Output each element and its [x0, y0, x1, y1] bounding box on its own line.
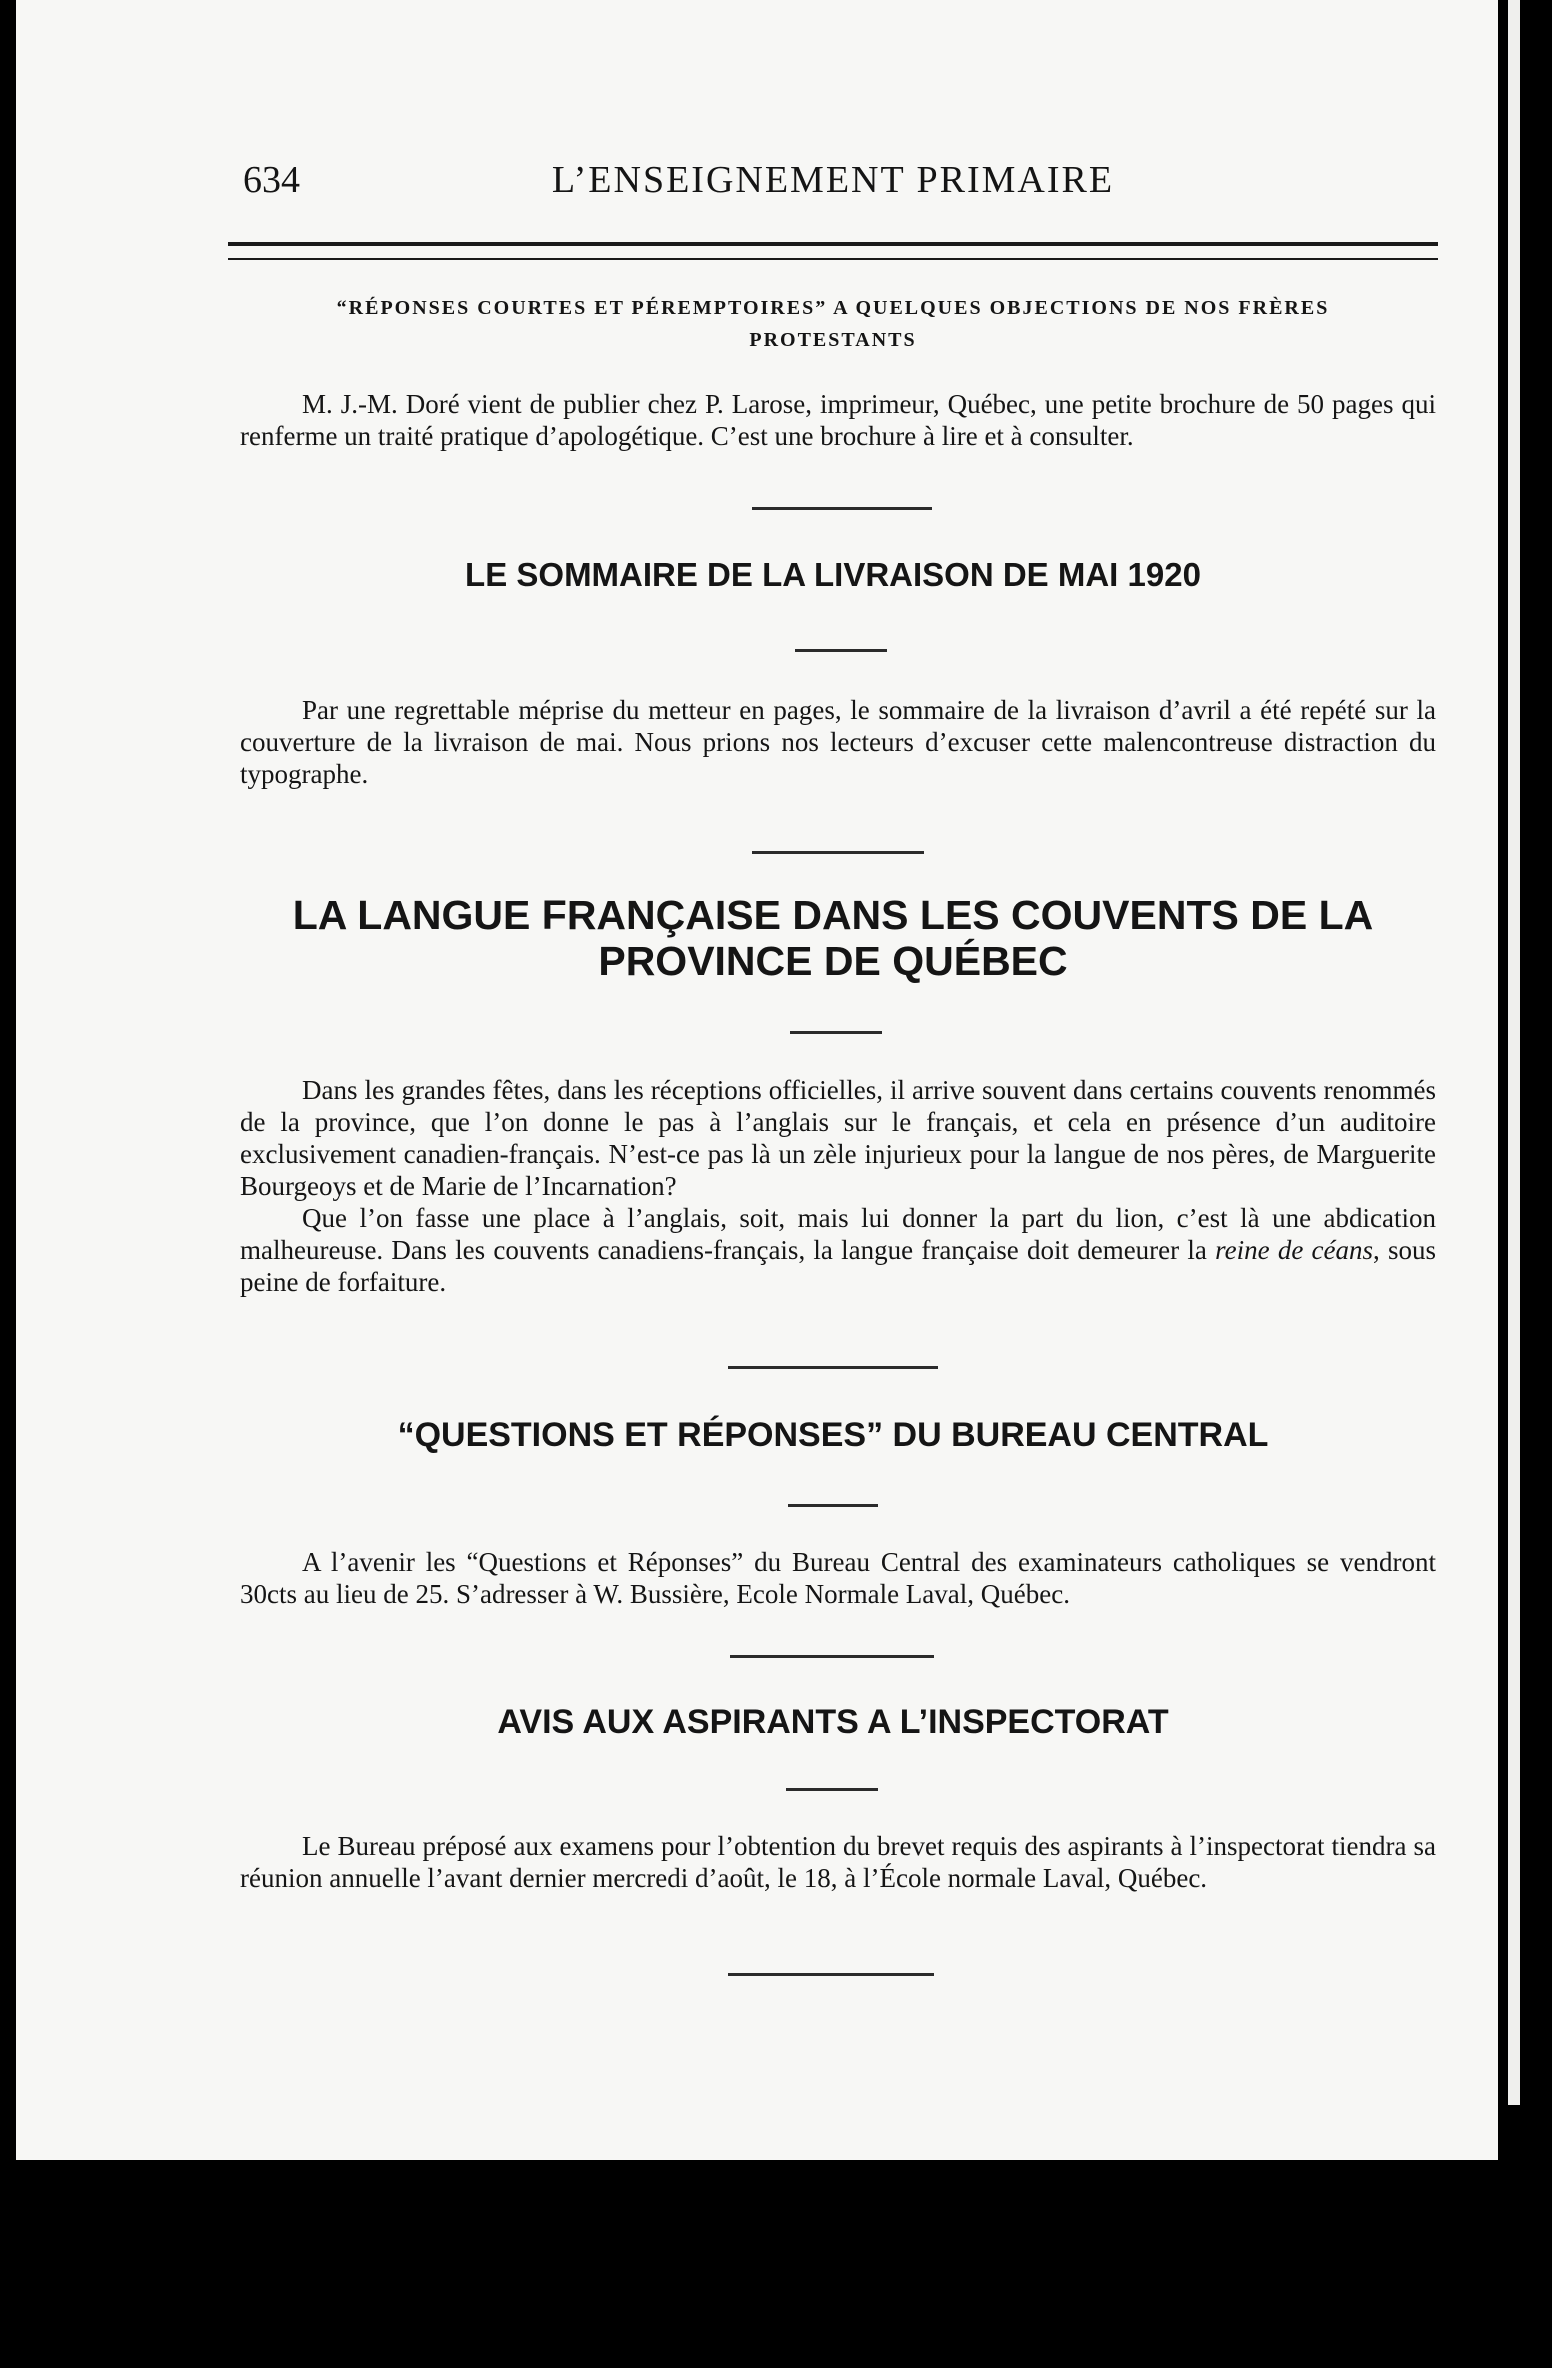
langue-body-2-end: , sous peine de forfaiture. [240, 1235, 1437, 1297]
separator-rule [728, 1973, 934, 1976]
langue-body-2 [240, 1202, 1436, 1298]
questions-title: “QUESTIONS ET RÉPONSES” DU BUREAU CENTRAL [397, 1416, 1269, 1454]
separator-rule [752, 507, 932, 510]
separator-rule [790, 1031, 882, 1034]
header-double-rule [228, 242, 1438, 260]
separator-rule [752, 851, 924, 854]
journal-title: L’ENSEIGNEMENT PRIMAIRE [551, 159, 1115, 201]
separator-rule [786, 1788, 878, 1791]
langue-body-1: Dans les grandes fêtes, dans les réceptions officielles, il arrive souvent dans certains couvents renommés de la province, que l’on donne le pas à l’anglais sur le français, et cela en présence d’un auditoire exclusivement canadien-français. N’est-ce pas là un zèle injurieux pour la langue de nos pères, de Marguerite Bourgeoys et de Marie de l’Incarnation? [240, 1075, 1436, 1201]
reponses-title-line2: PROTESTANTS [749, 329, 917, 351]
separator-rule [788, 1504, 878, 1507]
reponses-title-line1: “RÉPONSES COURTES ET PÉREMPTOIRES” A QUELQUES OBJECTIONS DE NOS FRÈRES [336, 297, 1330, 319]
reponses-title [228, 292, 1438, 356]
langue-title-line2: PROVINCE DE QUÉBEC [598, 938, 1068, 984]
langue-title-line1: LA LANGUE FRANÇAISE DANS LES COUVENTS DE LA [292, 892, 1374, 938]
sommaire-title: LE SOMMAIRE DE LA LIVRAISON DE MAI 1920 [465, 556, 1201, 593]
separator-rule [730, 1655, 934, 1658]
sommaire-body: Par une regrettable méprise du metteur en pages, le sommaire de la livraison d’avril a été repété sur la couverture de la livraison de mai. Nous prions nos lecteurs d’excuser cette malencontreuse distraction du typographe. [240, 695, 1436, 789]
langue-body-2-start: Que l’on fasse une place à l’anglais, soit, mais lui donner la part du lion, c’est là une abdication malheureuse. Dans les couvents canadiens-français, la langue française doit demeurer la [240, 1203, 1436, 1265]
langue-body-2-italic: reine de céans [1215, 1235, 1374, 1265]
page-header [228, 150, 1438, 210]
separator-rule [728, 1366, 938, 1369]
avis-body: Le Bureau préposé aux examens pour l’obtention du brevet requis des aspirants à l’inspectorat tiendra sa réunion annuelle l’avant dernier mercredi d’août, le 18, à l’École normale Laval, Québec. [240, 1831, 1436, 1893]
reponses-body: M. J.-M. Doré vient de publier chez P. Larose, imprimeur, Québec, une petite brochure de 50 pages qui renferme un traité pratique d’apologétique. C’est une brochure à lire et à consulter. [240, 389, 1436, 451]
separator-rule [795, 649, 887, 652]
questions-body: A l’avenir les “Questions et Réponses” du Bureau Central des examinateurs catholiques se vendront 30cts au lieu de 25. S’adresser à W. Bussière, Ecole Normale Laval, Québec. [240, 1547, 1436, 1609]
page-number: 634 [243, 159, 300, 201]
langue-title [228, 892, 1438, 984]
page-edge [1508, 0, 1520, 2105]
avis-title: AVIS AUX ASPIRANTS A L’INSPECTORAT [497, 1703, 1169, 1741]
